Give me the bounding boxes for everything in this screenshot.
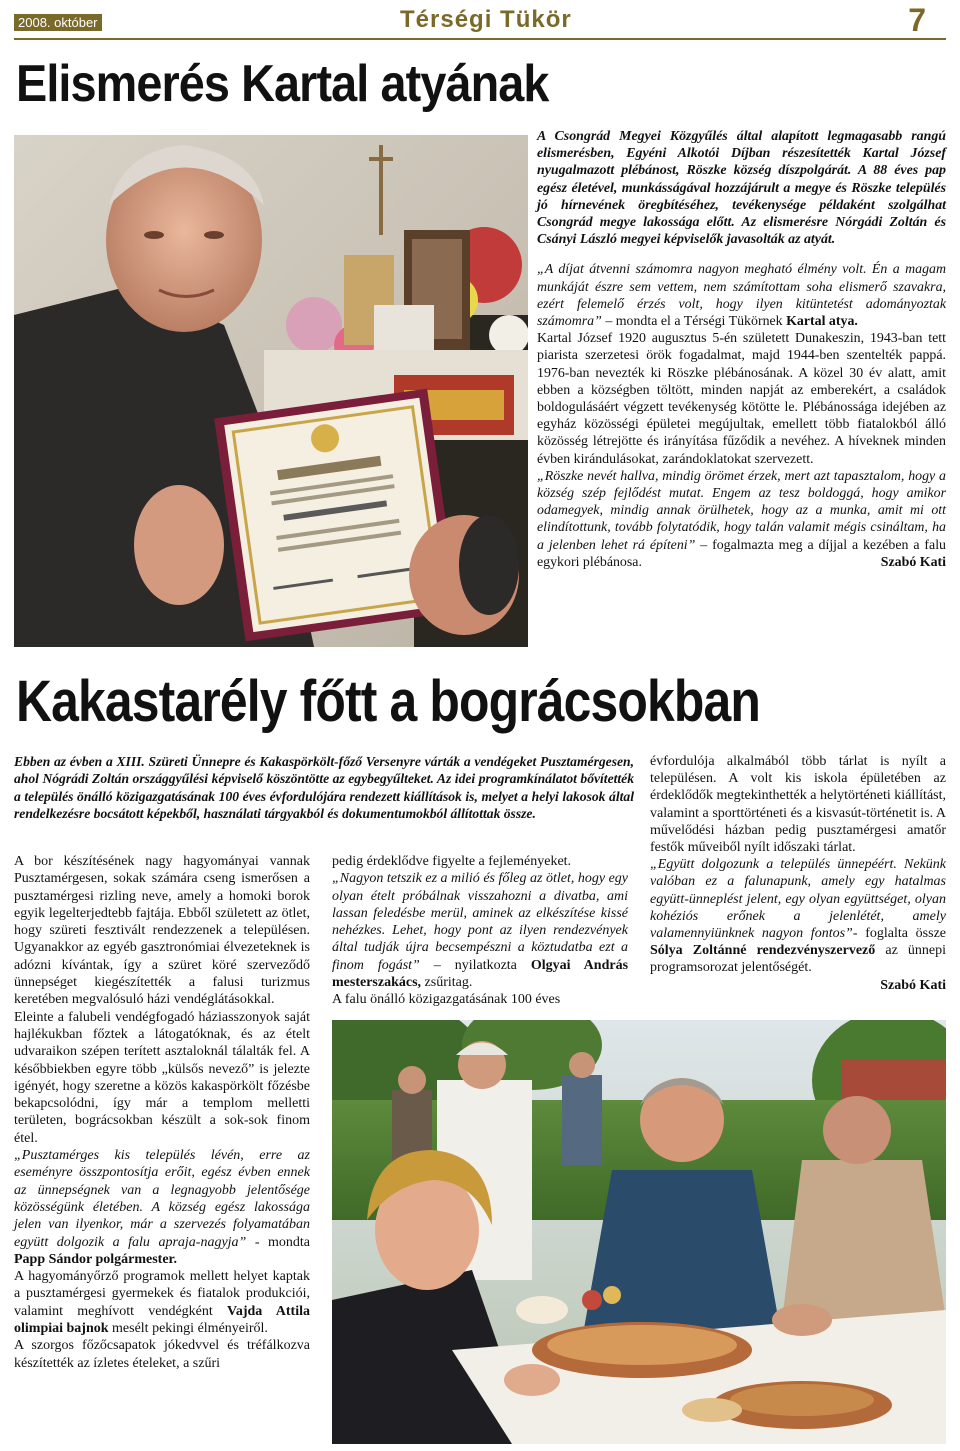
page-header (0, 0, 960, 40)
article1-speaker: Kartal atya. (786, 314, 858, 330)
article2-c2-speaker: Olgyai András mesterszakács, (332, 957, 629, 991)
article1-quote2-attribution: – fogalmazta meg a díjjal a kezében a falu egykori plébánosa. (537, 537, 946, 570)
article2-c1-guest: Vajda Attila olimpiai bajnok (14, 1303, 310, 1337)
article1-text (537, 128, 946, 571)
article1-quote1: „A díjat átvenni számomra nagyon megható élmény volt. Én a magam munkáját észre sem vettem, nem számítottam soha elismerő szavakra, ezért felemelő érzés volt, hogy ilyen kitüntetést adományoztak számomra” (537, 262, 946, 330)
article1-quote1-attribution: – mondta el a Térségi Tükörnek (601, 314, 787, 330)
article1-byline: Szabó Kati (880, 554, 946, 570)
article2-c2-paragraph3: A falu önálló közigazgatásának 100 éves (332, 992, 561, 1008)
article2-c1-paragraph5: A szorgos főzőcsapatok jókedvvel és tréfálkozva készítették az ízletes ételeket, a szűri (14, 1338, 310, 1371)
header-rule (14, 38, 946, 40)
article2-c1-quote: „Pusztamérges kis település lévén, erre az eseményre összpontosítja erőit, egész évben ennek az ünnepségnek van a legnagyobb jelentősége közösségünk életében. A község egész lakossága jelen van ilyenkor, már a szervezés folyamatában együtt dolgozik a falu apraja-nagyja” (14, 1148, 310, 1250)
article2-c3-quote: „Együtt dolgozunk a település ünnepéért. Nekünk valóban ez a falunapunk, amely egy hatalmas együtt-ünneplést jelent, egy olyan együttséget, olyan kohéziós erőnek a jelenlétét, amely valamennyiünknek nagyon fontos” (650, 857, 946, 942)
article2-c1-speaker: Papp Sándor polgármester. (14, 1251, 177, 1267)
article1-lead: A Csongrád Megyei Közgyűlés által alapított legmagasabb rangú elismerésben, Egyéni Alkotói Díjban részesítették Kartal József nyugalmazott plébánost, Röszke község díszpolgárát. A 88 éves pap egész életével, munkásságával hozzájárult a megye és Röszke település jó hírnevének öregbítéséhez, tevékenysége példaként szolgálhat Csongrád megye lakossága előtt. Az elismerésre Nórgádi Zoltán és Csányi László megyei képviselők javasolták az atyát. (537, 129, 946, 248)
article2-c3-paragraph1: évfordulója alkalmából több tárlat is nyílt a településen. A volt kis iskola épületében az érdeklődők megtekinthették a helytörténeti kiállítást, valamint a sporttörténeti és a kisvasút-történetit is. A művelődési házban pedig pusztamérgesi amatőr festők műveiből nyílt időszaki tárlat. (650, 754, 946, 856)
article1-quote2: „Röszke nevét hallva, mindig örömet érzek, mert azt tapasztalom, hogy a község szép fejlődést mutat. Engem az tesz boldoggá, hogy amikor odamegyek, mindig annak örülhetek, hogy az a munka, amit mi ott elindítottunk, tovább folytatódik, hogy talán valamit mégis csináltam, ha a jelenben lehet rá építeni” (537, 468, 946, 553)
article2-column3 (650, 753, 946, 994)
article2-c1-paragraph4a: A hagyományőrző programok mellett helyet kaptak a pusztamérgesi gyermekek és fiatalok produkciói, valamint meghívott vendégként (14, 1269, 310, 1319)
publication-name: Térségi Tükör (400, 6, 572, 33)
article2-column2 (332, 853, 628, 1009)
article2-c1-paragraph1: A bor készítésének nagy hagyományai vannak Pusztamérgesen, sokak számára cseng ismerősen a pusztamérgesi rizling neve, amely a homoki borok egyik legelterjedtebb fajtája. Ebből született az ötlet, hogy szüreti fesztivált rendezzenek a településen. Ugyanakkor az egyéb gasztronómiai élvezeteknek is adózni kívántak, így a szüret köré szerveződő ünnepséget kiegészítették a falusi turizmus keretében megvalósuló házi vendéglátásokkal. (14, 854, 310, 1008)
article2-c1-quote-attribution: - mondta (246, 1234, 310, 1250)
issue-date: 2008. október (14, 14, 102, 31)
article2-c2-paragraph1: pedig érdeklődve figyelte a fejleményeket. (332, 854, 572, 869)
page-number: 7 (908, 2, 926, 38)
article2-c1-paragraph2: Eleinte a falubeli vendégfogadó háziasszonyok saját hajlékukban főztek a látogatóknak, és az ételt udvaraikon szépen terített asztaloknál tálalták fel. A későbbiekben egyre több „külsős nevező” is jelezte igényét, hogy szeretne a közös kakaspörkölt főzésbe bekapcsolódni, így már a templom melletti területen, bográcsokban készült a sok-sok finom étel. (14, 1009, 310, 1146)
article2-headline: Kakastarély főtt a bográcsokban (16, 669, 760, 734)
article2-byline: Szabó Kati (880, 977, 946, 993)
article2-c3-quote-attribution: - foglalta össze (852, 926, 946, 942)
cooking-photo (332, 1020, 946, 1444)
priest-photo (14, 135, 528, 647)
article2-c1-paragraph4b: mesélt pekingi élményeiről. (108, 1321, 268, 1337)
article1-paragraph2: Kartal József 1920 augusztus 5-én született Dunakeszin, 1943-ban tett piarista szerzetesi örök fogadalmat, majd 1944-ben szentelték pappá. 1976-ban nevezték ki Röszke plébánosának. A közel 30 év alatt, amit ebben a községben töltött, minden napját az emberekért, a családok boldogulásáért végzett tevékenység kötötte le. Plébánossága idejében az egyház közösségi épületei megújultak, emellett több fiatalokból álló közösség létrejötte és irányítása fűződik a nevéhez. A híveknek minden évben kirándulásokat, zarándoklatokat szervezett. (537, 331, 946, 467)
article2-column1 (14, 853, 310, 1372)
article2-c2-speaker-role: zsűritag. (421, 975, 473, 991)
article2-c2-quote: „Nagyon tetszik ez a milió és főleg az ötlet, hogy egy olyan ételt próbálnak visszahozni a divatba, ami lassan feledésbe merül, aminek az elkészítése kissé nehézkes. Lehet, hogy pont az ilyen rendezvények által tudják újra becsempészni a köztudatba ezt a finom fogást” (332, 871, 628, 973)
article1-headline: Elismerés Kartal atyának (16, 55, 549, 113)
article2-lead: Ebben az évben a XIII. Szüreti Ünnepre és Kakaspörkölt-főző Versenyre várták a vendégeket Pusztamérgesen, ahol Nógrádi Zoltán országgyűlési képviselő köszöntötte az egybegyűlteket. Az idei programkínálatot bővítették a település önálló közigazgatásának 100 éves évfordulójára rendezett kiállítások is, melyet a helyi lakosok által rendelkezésre bocsátott képekből, használati tárgyakból és dokumentumokból állítottak össze. (14, 754, 634, 822)
article2-c3-speaker-role: az ünnepi programsorozat jelentőségét. (650, 943, 947, 976)
article2-c2-quote-attribution: – nyilatkozta (419, 957, 531, 973)
article2-c3-speaker: Sólya Zoltánné rendezvényszervező (650, 943, 876, 959)
